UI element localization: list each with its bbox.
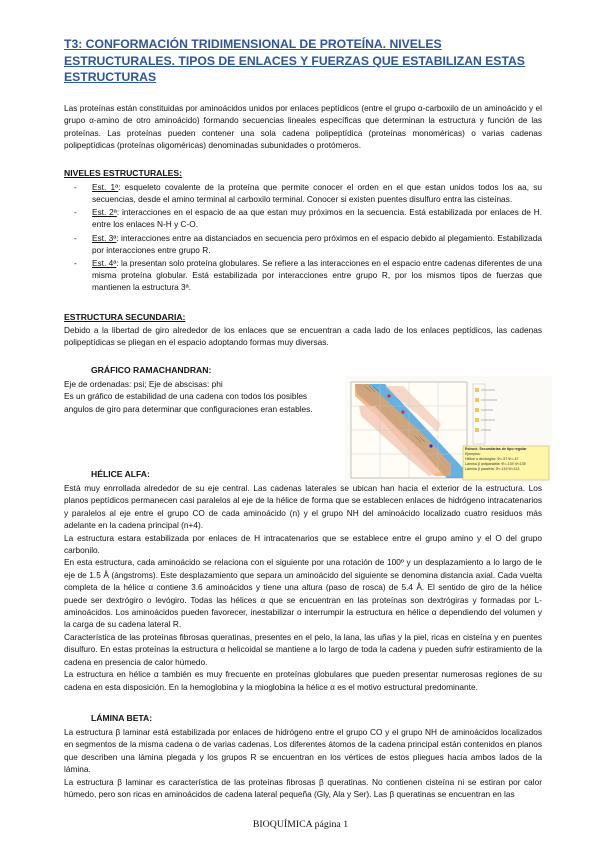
- niveles-list: [64, 182, 542, 295]
- page-title: T3: CONFORMACIÓN TRIDIMENSIONAL DE PROTEÍNA. NIVELES ESTRUCTURALES. TIPOS DE ENLACES Y FUERZAS QUE ESTABILIZAN ESTAS ESTRUCTURAS: [64, 37, 525, 84]
- list-item-label: Est. 3ª: [92, 232, 117, 243]
- figure-legend-row: Lámina β paralela: Φ=-119 Ψ=113: [465, 467, 520, 471]
- bullet-dash: -: [74, 232, 77, 243]
- list-item-label: Est. 1ª: [92, 182, 119, 192]
- page-footer: BIOQUÍMICA página 1: [252, 819, 349, 830]
- figure-legend: [465, 447, 549, 472]
- helice-paragraph: La estructura en hélice α también es muy frecuente en proteínas globulares que pueden presentar numerosas regiones de su cadena en esta disposición. En la hemoglobina y la mioglobina la hélice α es el motivo estructural predominante.: [64, 669, 542, 692]
- ramachandran-text: [64, 378, 314, 415]
- helice-paragraph: Está muy enrrollada alrededor de su eje central. Las cadenas laterales se ubican han hacia el exterior de la estructura. Los planos peptídicos permanecen casi paralelos al eje de la hélice de forma que se establecen enlaces de hidrógeno intracatenarios y paralelos al eje entre el grupo CO de cada aminoácido (n) y el grupo NH del aminoácido localizado cuatro residuos más adelante en la cadena principal (n+4).: [64, 483, 542, 531]
- list-item-label: Est. 4ª: [92, 258, 117, 269]
- ramachandran-heading: GRÁFICO RAMACHANDRAN:: [91, 365, 212, 375]
- secundaria-heading: ESTRUCTURA SECUNDARIA:: [64, 312, 186, 322]
- bullet-dash: -: [74, 258, 77, 269]
- list-item-label: Est. 2ª: [92, 207, 117, 218]
- niveles-heading: NIVELES ESTRUCTURALES:: [64, 168, 182, 178]
- bullet-dash: -: [74, 182, 77, 192]
- list-item-text: : interacciones en el espacio de aa que estan muy próximos en la secuencia. Está estabilizada por enlaces de H. entre los enlaces N-H y C-O.: [92, 207, 542, 230]
- lamina-heading: LÁMINA BETA:: [91, 713, 153, 723]
- helice-paragraph: La estructura estara estabilizada por enlaces de H intracatenarios que se establece entre el grupo amino y el O del grupo carbonilo.: [64, 532, 542, 556]
- list-item-text: : interacciones entre aa distanciados en secuencia pero próximos en el espacio debido al plegamiento. Estabilizada por interacciones entre grupo R.: [92, 232, 542, 255]
- bullet-dash: -: [74, 207, 77, 218]
- helice-body: [64, 482, 542, 693]
- figure-legend-row: Lámina β antiparalela: Φ=-139 Ψ=135: [465, 462, 526, 466]
- list-item: [64, 207, 542, 230]
- lamina-paragraph: La estructura β laminar es característica de las proteínas fibrosas β queratinas. No contienen cisteína ni se estiran por calor húmedo, pero son ricas en aminoácidos de cadena lateral pequeña (Gly, Ala y Ser). Las β queratinas se encuentran en las: [64, 776, 542, 800]
- helice-heading: HÉLICE ALFA:: [91, 469, 150, 479]
- figure-legend-row: Hélice α dextrógira: Φ=-57 Ψ=-47: [465, 457, 519, 461]
- helice-paragraph: En esta estructura, cada aminoácido se relaciona con el siguiente por una rotación de 100º y un desplazamiento a lo largo de le eje de 1.5 Å (ángstroms). Este desplazamiento que separa un aminoácido del siguiente se denomina distancia axial. Cada vuelta completa de la hélice α contiene 3.6 aminoácidos y tiene una altura (paso de rosca) de 5.4 Å. El sentido de giro de la hélice puede ser dextrógiro o levógiro. Todas las hélices α que se encuentran en las proteínas son dextrógiras y formadas por L-aminoácidos. Los aminoácidos pueden favorecer, inestabilizar o interrumpir la estructura en hélice α dependiendo del volumen y la carga de su cadena lateral R.: [64, 557, 542, 630]
- secundaria-paragraph: Debido a la libertad de giro alrededor de los enlaces que se encuentran a cada lado de los enlaces peptídicos, las cadenas polipeptídicas se pliegan en el espacio adoptando formas muy diversas.: [64, 325, 542, 348]
- ramachandran-axes-line: Eje de ordenadas: psi; Eje de abscisas: phi: [64, 379, 223, 389]
- list-item-text: : la presentan solo proteína globulares. Se refiere a las interacciones en el espacio entre cadenas diferentes de una misma proteína globular. Está estabilizada por interacciones entre grupo R, por los mismos tipos de fuerzas que mantienen la estructura 3ª.: [92, 258, 542, 292]
- ramachandran-plot-image: [345, 376, 552, 484]
- list-item-text: : esqueleto covalente de la proteína que permite conocer el orden en el que estan unidos todos los aa, su secuencias, desde el amino terminal al carboxilo terminal. Conocer si existen puentes disulfuro entra las cisteínas.: [92, 182, 542, 204]
- helice-paragraph: Característica de las proteínas fibrosas queratinas, presentes en el pelo, la lana, las uñas y la piel, ricas en cisteína y en puentes disulfuro. En estas proteínas la estructura α helicoidal se mantiene a lo largo de toda la cadena y pueden sufrir estiramiento de la cadena en presencia de calor húmedo.: [64, 631, 542, 667]
- list-item: [64, 233, 542, 256]
- figure-legend-subtitle: Ejemplos:: [465, 452, 481, 456]
- intro-paragraph: Las proteínas están constituidas por aminoácidos unidos por enlaces peptídicos (entre el grupo α-carboxilo de un aminoácido y el grupo α-amino de otro aminoácido) formando secuencias lineales específicas que determinan la estructura y función de las proteínas. Las proteínas pueden contener una sola cadena polipeptídica (proteínas monoméricas) o varias cadenas polipeptídicas (proteínas oligoméricas) denominadas subunidades o protómeros.: [64, 103, 542, 151]
- figure-legend-title: Estruct. Secundarias de tipo regular: [465, 447, 527, 451]
- list-item: [64, 182, 542, 205]
- list-item: [64, 258, 542, 293]
- ramachandran-description: Es un gráfico de estabilidad de una cadena con todos los posibles angulos de giro para determinar que configuraciones eran estables.: [64, 391, 313, 414]
- lamina-body: [64, 726, 542, 800]
- lamina-paragraph: La estructura β laminar está estabilizada por enlaces de hidrógeno entre el grupo CO y el grupo NH de aminoácidos localizados en segmentos de la misma cadena o de varias cadenas. Los diferentes átomos de la cadena principal están contenidos en planos que describen una lámina plegada y los grupos R se encuentran en los vértices de estos pliegues hacia ambos lados de la lámina.: [64, 727, 542, 775]
